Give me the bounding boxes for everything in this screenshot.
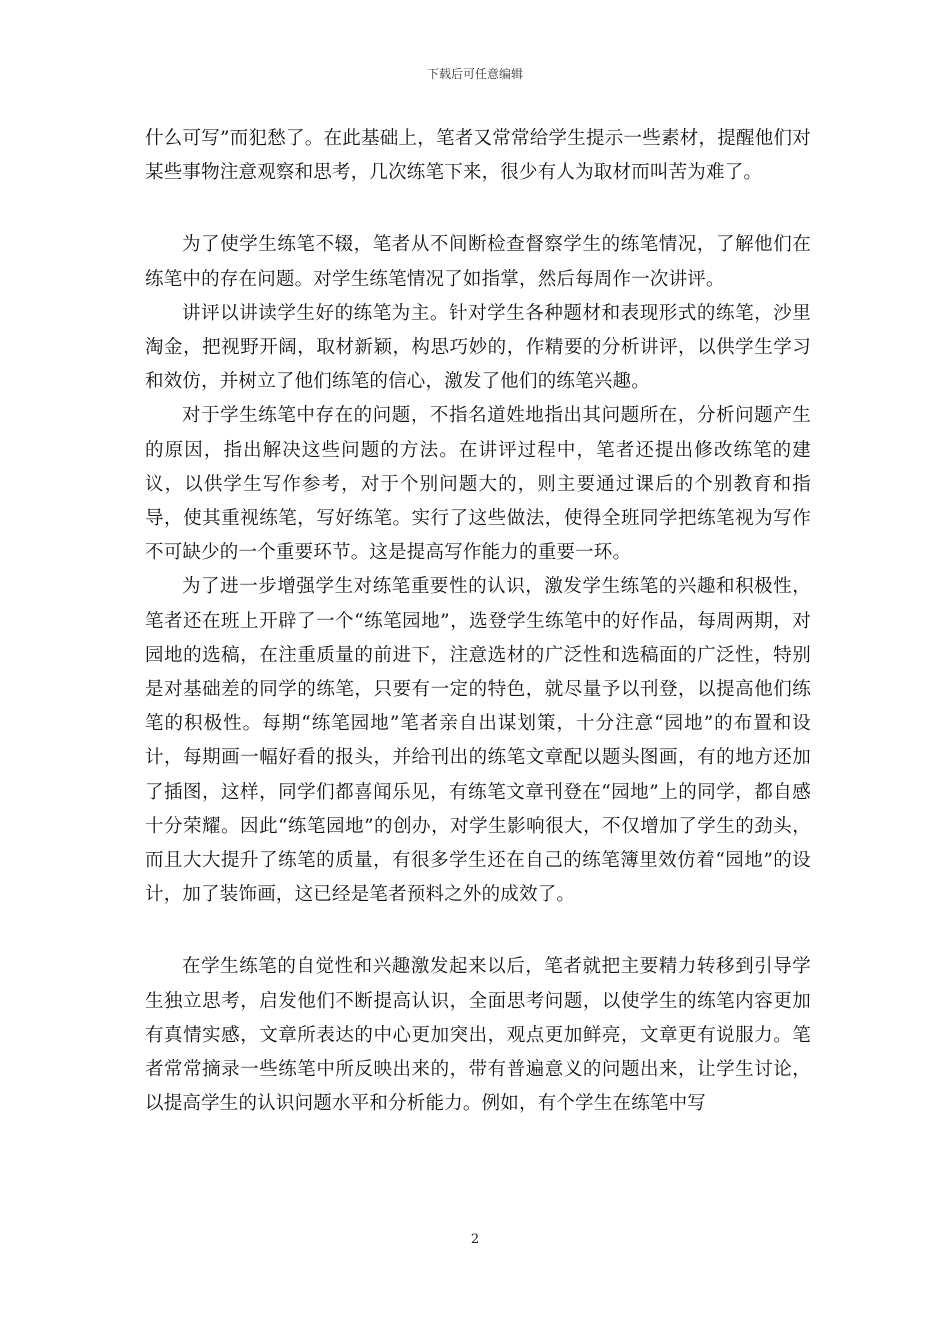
document-body — [145, 122, 811, 1121]
page-header: 下载后可任意编辑 — [426, 67, 523, 81]
paragraph-continuation: 什么可写”而犯愁了。在此基础上，笔者又常常给学生提示一些素材，提醒他们对某些事物注意观察和思考，几次练笔下来，很少有人为取材而叫苦为难了。 — [145, 128, 811, 184]
paragraph-weekly-review: 为了使学生练笔不辍，笔者从不间断检查督察学生的练笔情况，了解他们在练笔中的存在问题。对学生练笔情况了如指掌，然后每周作一次讲评。 — [145, 234, 811, 290]
page-number: 2 — [470, 1232, 480, 1247]
paragraph-practice-garden: 为了进一步增强学生对练笔重要性的认识，激发学生练笔的兴趣和积极性，笔者还在班上开辟了一个“练笔园地”，选登学生练笔中的好作品，每周两期，对园地的选稿，在注重质量的前进下，注意选材的广泛性和选稿面的广泛性，特别是对基础差的同学的练笔，只要有一定的特色，就尽量予以刊登，以提高他们练笔的积极性。每期“练笔园地”笔者亲自出谋划策，十分注意“园地”的布置和设计，每期画一幅好看的报头，并给刊出的练笔文章配以题头图画，有的地方还加了插图，这样，同学们都喜闻乐见，有练笔文章刊登在“园地”上的同学，都自感十分荣耀。因此“练笔园地”的创办，对学生影响很大，不仅增加了学生的劲头，而且大大提升了练笔的质量，有很多学生还在自己的练笔簿里效仿着“园地”的设计，加了装饰画，这已经是笔者预料之外的成效了。 — [145, 576, 811, 906]
paragraph-problem-analysis: 对于学生练笔中存在的问题，不指名道姓地指出其问题所在，分析问题产生的原因，指出解决这些问题的方法。在讲评过程中，笔者还提出修改练笔的建议，以供学生写作参考，对于个别问题大的，则主要通过课后的个别教育和指导，使其重视练笔，写好练笔。实行了这些做法，使得全班同学把练笔视为写作不可缺少的一个重要环节。这是提高写作能力的重要一环。 — [145, 405, 811, 564]
paragraph-independent-thinking: 在学生练笔的自觉性和兴趣激发起来以后，笔者就把主要精力转移到引导学生独立思考，启发他们不断提高认识，全面思考问题，以使学生的练笔内容更加有真情实感，文章所表达的中心更加突出，观点更加鲜亮，文章更有说服力。笔者常常摘录一些练笔中所反映出来的，带有普遍意义的问题出来，让学生讨论，以提高学生的认识问题水平和分析能力。例如，有个学生在练笔中写 — [145, 956, 811, 1115]
paragraph-review-method: 讲评以讲读学生好的练笔为主。针对学生各种题材和表现形式的练笔，沙里淘金，把视野开阔，取材新颖，构思巧妙的，作精要的分析讲评，以供学生学习和效仿，并树立了他们练笔的信心，激发了他们的练笔兴趣。 — [145, 302, 811, 393]
